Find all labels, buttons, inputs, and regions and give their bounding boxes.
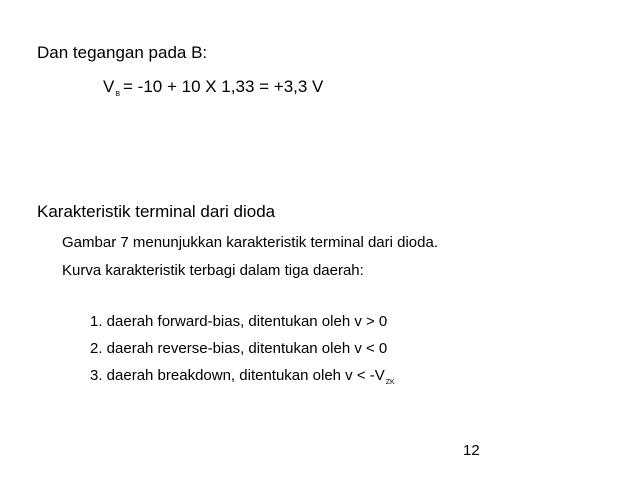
- equation-subscript: B: [115, 91, 121, 98]
- page-number: 12: [463, 442, 480, 459]
- equation-expression: = -10 + 10 X 1,33 = +3,3 V: [123, 77, 324, 96]
- intro-text: Dan tegangan pada B:: [37, 43, 208, 62]
- equation-variable: V: [103, 77, 115, 96]
- section-title: Karakteristik terminal dari dioda: [37, 202, 276, 221]
- list-item-breakdown-subscript: ZK: [385, 379, 395, 386]
- paragraph-line: Kurva karakteristik terbagi dalam tiga daerah:: [62, 262, 364, 279]
- list-item-breakdown: [90, 367, 395, 386]
- equation-vb: [103, 77, 324, 98]
- paragraph-line: Gambar 7 menunjukkan karakteristik terminal dari dioda.: [62, 234, 439, 251]
- list-item-breakdown-text: 3. daerah breakdown, ditentukan oleh v < -V: [90, 367, 385, 384]
- list-item-forward-bias: 1. daerah forward-bias, ditentukan oleh v > 0: [90, 313, 388, 330]
- list-item-reverse-bias: 2. daerah reverse-bias, ditentukan oleh v < 0: [90, 340, 388, 357]
